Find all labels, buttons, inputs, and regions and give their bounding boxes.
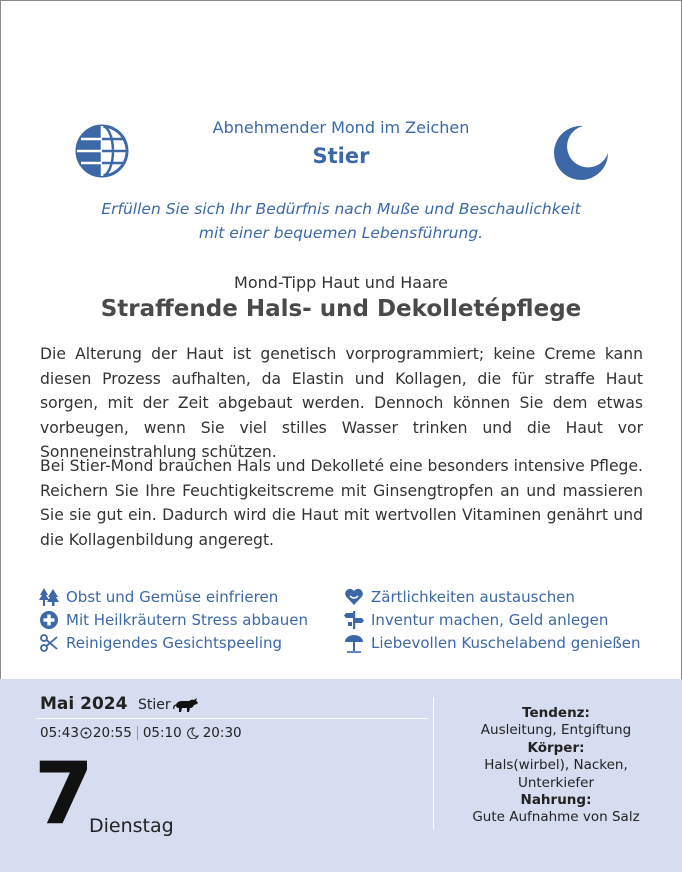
nahrung-label: Nahrung:: [520, 792, 592, 809]
footer-vertical-divider: [433, 697, 434, 830]
month-year: Mai 2024: [40, 694, 128, 714]
tendenz-label: Tendenz:: [522, 705, 590, 721]
trees-icon: [38, 587, 60, 607]
activity-item: [343, 585, 643, 608]
tip-paragraph-1: Die Alterung der Haut ist genetisch vorprogrammiert; keine Creme kann diesen Prozess aufhalten, da Elastin und Kollagen, die für straffe Haut sorgen, mit der Zeit abgebaut werden. Dennoch können Sie dem etwas vorbeugen, wenn Sie viel stilles Wasser trinken und die Haut vor Sonneneinstrahlung schützen.: [40, 345, 643, 461]
bull-icon: [173, 697, 199, 713]
sun-moon-times: [40, 725, 242, 741]
koerper-value-line2: Unterkiefer: [517, 774, 595, 791]
moon-sign: Stier: [312, 144, 370, 168]
signpost-icon: [343, 610, 365, 630]
heart-icon: [343, 587, 365, 607]
activity-label: Obst und Gemüse einfrieren: [66, 587, 279, 606]
moon-quote-line2: mit einer bequemen Lebensführung.: [198, 224, 484, 242]
tip-category: Mond-Tipp Haut und Haare: [234, 273, 448, 292]
moon-quote: [60, 197, 622, 245]
crescent-moon-icon: [550, 123, 610, 181]
sunset-time: 20:55: [92, 725, 132, 741]
globe-half-icon: [74, 123, 130, 179]
times-separator: [137, 726, 138, 740]
activity-label: Reinigendes Gesichtspeeling: [66, 633, 283, 652]
activity-label: Inventur machen, Geld anlegen: [371, 610, 609, 629]
moon-icon: [187, 727, 199, 739]
activities-left-list: [38, 585, 338, 654]
moon-info-column: [440, 705, 672, 827]
moonset-time: 20:30: [202, 725, 242, 741]
footer-divider: [36, 718, 428, 719]
health-cross-icon: [38, 610, 60, 630]
activity-label: Mit Heilkräutern Stress abbauen: [66, 610, 308, 629]
moonrise-time: 05:10: [142, 725, 182, 741]
sunrise-time: 05:43: [40, 725, 79, 741]
zodiac-label: Stier: [138, 697, 171, 713]
activity-item: [38, 631, 338, 654]
tendenz-value: Ausleitung, Entgiftung: [480, 722, 632, 739]
beach-umbrella-icon: [343, 633, 365, 653]
moon-phase-title: Abnehmender Mond im Zeichen: [212, 118, 470, 137]
day-number: 7: [34, 744, 92, 844]
activity-item: [343, 631, 643, 654]
scissors-icon: [38, 633, 60, 653]
koerper-value-line1: Hals(wirbel), Nacken,: [484, 757, 628, 774]
koerper-label: Körper:: [527, 739, 585, 756]
weekday: Dienstag: [89, 815, 174, 837]
tip-headline: Straffende Hals- und Dekolletépflege: [100, 296, 582, 322]
activity-item: [38, 608, 338, 631]
activities-right-list: [343, 585, 643, 654]
activity-label: Zärtlichkeiten austauschen: [371, 587, 575, 606]
activity-item: [343, 608, 643, 631]
tip-paragraph-2: Bei Stier-Mond brauchen Hals und Dekolleté eine besonders intensive Pflege. Reichern Sie Ihre Feuchtigkeitscreme mit Ginsengtropfen an und massieren Sie sie gut ein. Dadurch wird die Haut mit wertvollen Vitaminen genährt und die Kollagenbildung angeregt.: [40, 457, 643, 549]
sun-icon: [80, 727, 92, 739]
nahrung-value: Gute Aufnahme von Salz: [472, 809, 640, 826]
moon-quote-line1: Erfüllen Sie sich Ihr Bedürfnis nach Muße und Beschaulichkeit: [101, 200, 581, 218]
activity-label: Liebevollen Kuschelabend genießen: [371, 633, 641, 652]
activity-item: [38, 585, 338, 608]
